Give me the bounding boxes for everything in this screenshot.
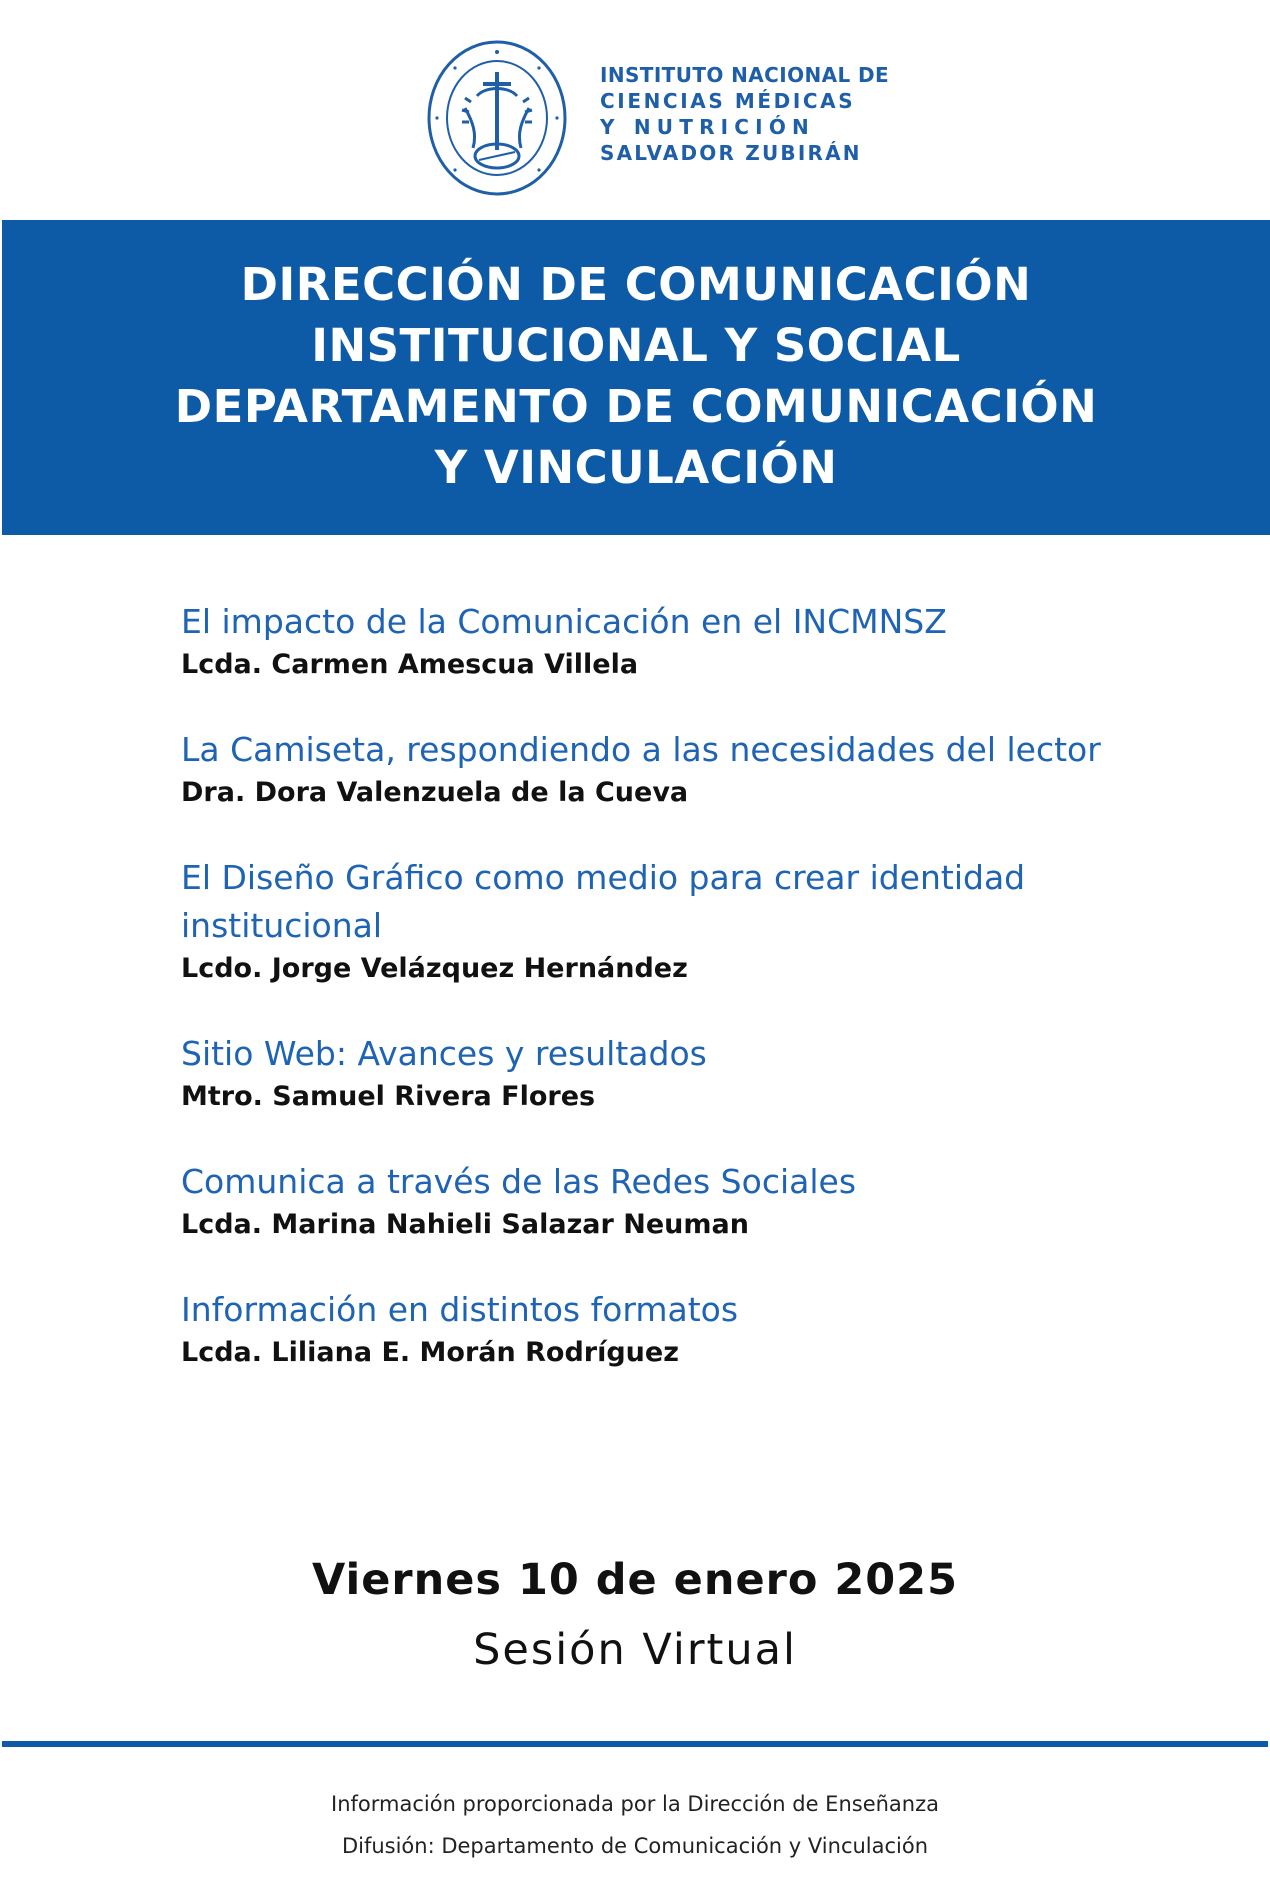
institution-seal-icon <box>425 38 570 198</box>
department-banner <box>2 220 1270 535</box>
banner-line: DIRECCIÓN DE COMUNICACIÓN <box>240 258 1032 311</box>
talk-title: La Camiseta, respondiendo a las necesidades del lector <box>181 730 1101 769</box>
talk-speaker: Lcdo. Jorge Velázquez Hernández <box>181 953 688 984</box>
institution-name-line: SALVADOR ZUBIRÁN <box>600 141 862 165</box>
talk-speaker: Lcda. Marina Nahieli Salazar Neuman <box>181 1209 749 1240</box>
talk-item <box>181 726 1201 812</box>
event-date: Viernes 10 de enero 2025 <box>311 1555 959 1605</box>
event-mode: Sesión Virtual <box>473 1625 797 1675</box>
talk-speaker: Lcda. Carmen Amescua Villela <box>181 649 639 680</box>
talk-title: Sitio Web: Avances y resultados <box>181 1034 707 1073</box>
talk-list <box>181 598 1201 1414</box>
talk-title: Información en distintos formatos <box>181 1290 739 1329</box>
banner-line: INSTITUCIONAL Y SOCIAL <box>311 319 961 372</box>
footer-divider <box>2 1741 1268 1747</box>
talk-item <box>181 854 1201 988</box>
talk-item <box>181 598 1201 684</box>
footer <box>0 1783 1270 1867</box>
banner-line: DEPARTAMENTO DE COMUNICACIÓN <box>174 380 1098 433</box>
talk-title: El Diseño Gráfico como medio para crear identidad institucional <box>181 858 1026 945</box>
talk-item <box>181 1030 1201 1116</box>
footer-diffusion-line: Difusión: Departamento de Comunicación y Vinculación <box>341 1834 929 1858</box>
talk-title: El impacto de la Comunicación en el INCMNSZ <box>181 602 947 641</box>
talk-speaker: Dra. Dora Valenzuela de la Cueva <box>181 777 689 808</box>
institution-name-line: INSTITUTO NACIONAL DE <box>600 63 890 87</box>
talk-speaker: Mtro. Samuel Rivera Flores <box>181 1081 596 1112</box>
footer-source-line: Información proporcionada por la Dirección de Enseñanza <box>331 1792 939 1816</box>
talk-title: Comunica a través de las Redes Sociales <box>181 1162 857 1201</box>
talk-item <box>181 1286 1201 1372</box>
institution-name <box>600 62 890 166</box>
banner-line: Y VINCULACIÓN <box>434 441 838 494</box>
institution-name-line: CIENCIAS MÉDICAS <box>600 89 856 113</box>
header <box>0 0 1270 220</box>
talk-speaker: Lcda. Liliana E. Morán Rodríguez <box>181 1337 679 1368</box>
institution-name-line: Y NUTRICIÓN <box>600 115 815 139</box>
talk-item <box>181 1158 1201 1244</box>
